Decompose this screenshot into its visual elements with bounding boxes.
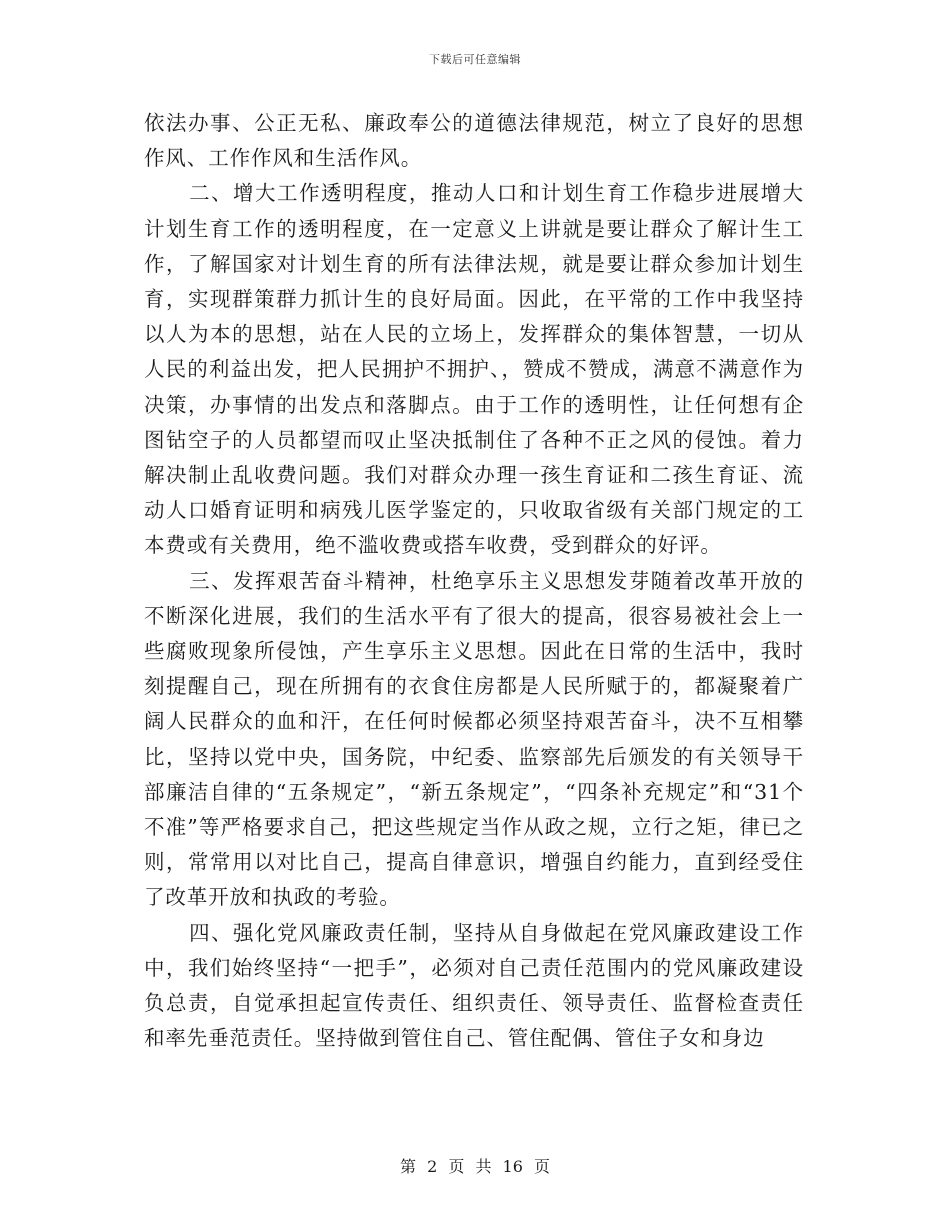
paragraph-section-4: 四、强化党风廉政责任制，坚持从自身做起在党风廉政建设工作中，我们始终坚持“一把手”，必须对自己责任范围内的党风廉政建设负总责，自觉承担起宣传责任、组织责任、领导责任、监督检查责任和率先垂范责任。坚持做到管住自己、管住配偶、管住子女和身边 — [144, 920, 804, 1051]
page-number-footer: 第 2 页 共 16 页 — [400, 1157, 550, 1176]
paragraph-continuation: 依法办事、公正无私、廉政奉公的道德法律规范，树立了良好的思想作风、工作作风和生活作风。 — [144, 111, 804, 171]
document-body — [144, 106, 804, 1056]
paragraph-section-3: 三、发挥艰苦奋斗精神，杜绝享乐主义思想发芽随着改革开放的不断深化进展，我们的生活水平有了很大的提高，很容易被社会上一些腐败现象所侵蚀，产生享乐主义思想。因此在日常的生活中，我时刻提醒自己，现在所拥有的衣食住房都是人民所赋于的，都凝聚着广阔人民群众的血和汗，在任何时候都必须坚持艰苦奋斗，决不互相攀比，坚持以党中央，国务院，中纪委、监察部先后颁发的有关领导干部廉洁自律的“五条规定”，“新五条规定”，“四条补充规定”和“31个不准”等严格要求自己，把这些规定当作从政之规，立行之矩，律已之则，常常用以对比自己，提高自律意识，增强自约能力，直到经受住了改革开放和执政的考验。 — [144, 568, 804, 910]
paragraph-section-2: 二、增大工作透明程度，推动人口和计划生育工作稳步进展增大计划生育工作的透明程度，在一定意义上讲就是要让群众了解计生工作，了解国家对计划生育的所有法律法规，就是要让群众参加计划生育，实现群策群力抓计生的良好局面。因此，在平常的工作中我坚持以人为本的思想，站在人民的立场上，发挥群众的集体智慧，一切从人民的利益出发，把人民拥护不拥护、，赞成不赞成，满意不满意作为决策，办事情的出发点和落脚点。由于工作的透明性，让任何想有企图钻空子的人员都望而叹止坚决抵制住了各种不正之风的侵蚀。着力解决制止乱收费问题。我们对群众办理一孩生育证和二孩生育证、流动人口婚育证明和病残儿医学鉴定的，只收取省级有关部门规定的工本费或有关费用，绝不滥收费或搭车收费，受到群众的好评。 — [144, 181, 804, 558]
page-header: 下载后可任意编辑 — [429, 53, 521, 66]
